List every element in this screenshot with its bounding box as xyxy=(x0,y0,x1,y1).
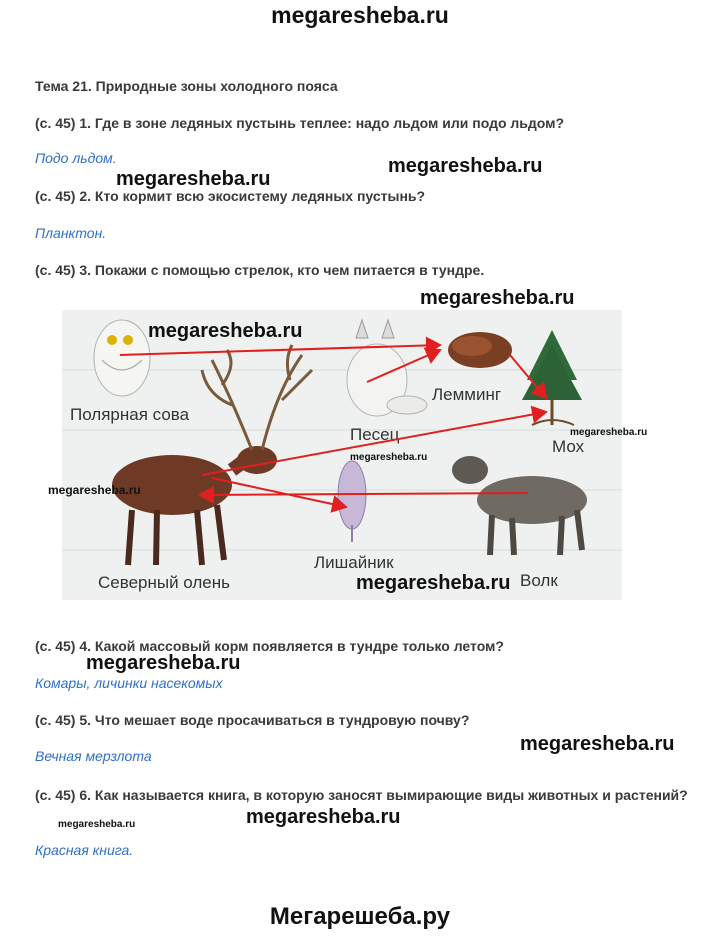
watermark: megaresheba.ru xyxy=(356,572,511,594)
watermark: megaresheba.ru xyxy=(388,155,543,177)
owl-image xyxy=(94,320,150,396)
fox-image xyxy=(347,320,427,416)
watermark: megaresheba.ru xyxy=(246,806,401,828)
label-lemming: Лемминг xyxy=(432,385,502,404)
answer-2: Планктон. xyxy=(35,225,107,241)
question-1: (с. 45) 1. Где в зоне ледяных пустынь теплее: надо льдом или подо льдом? xyxy=(35,115,565,131)
watermark: megaresheba.ru xyxy=(350,452,428,463)
moss-image xyxy=(522,330,582,425)
question-2: (с. 45) 2. Кто кормит всю экосистему ледяных пустынь? xyxy=(35,188,426,204)
site-footer[interactable]: Мегарешеба.ру xyxy=(269,903,451,930)
question-3: (с. 45) 3. Покажи с помощью стрелок, кто чем питается в тундре. xyxy=(35,262,485,278)
topic-title: Тема 21. Природные зоны холодного пояса xyxy=(35,78,338,94)
food-web-illustration xyxy=(62,310,622,600)
watermark: megaresheba.ru xyxy=(520,733,675,755)
label-reindeer: Северный олень xyxy=(98,573,231,592)
label-moss: Мох xyxy=(552,437,585,456)
watermark: megaresheba.ru xyxy=(86,652,241,674)
answer-6: Красная книга. xyxy=(35,842,134,858)
question-4: (с. 45) 4. Какой массовый корм появляется в тундре только летом? xyxy=(35,638,504,654)
question-6: (с. 45) 6. Как называется книга, в которую заносят вымирающие виды животных и растений? xyxy=(35,787,688,803)
label-fox: Песец xyxy=(350,425,400,444)
answer-1: Подо льдом. xyxy=(35,150,117,166)
watermark: megaresheba.ru xyxy=(420,287,575,309)
answer-5: Вечная мерзлота xyxy=(35,748,152,764)
food-web-figure xyxy=(62,310,622,600)
label-lichen: Лишайник xyxy=(314,553,394,572)
answer-4: Комары, личинки насекомых xyxy=(35,675,223,691)
watermark: megaresheba.ru xyxy=(570,427,648,438)
question-5: (с. 45) 5. Что мешает воде просачиваться в тундровую почву? xyxy=(35,712,470,728)
arrow-reindeer-moss xyxy=(202,412,546,475)
label-owl: Полярная сова xyxy=(70,405,190,424)
lemming-image xyxy=(448,332,512,368)
watermark: megaresheba.ru xyxy=(48,483,141,497)
watermark: megaresheba.ru xyxy=(116,168,271,190)
label-wolf: Волк xyxy=(520,571,558,590)
watermark: megaresheba.ru xyxy=(148,320,303,342)
arrow-reindeer-lichen xyxy=(212,478,346,507)
site-header[interactable]: megaresheba.ru xyxy=(271,2,449,28)
lichen-image xyxy=(338,461,366,542)
watermark: megaresheba.ru xyxy=(58,819,136,830)
wolf-image xyxy=(452,456,587,555)
